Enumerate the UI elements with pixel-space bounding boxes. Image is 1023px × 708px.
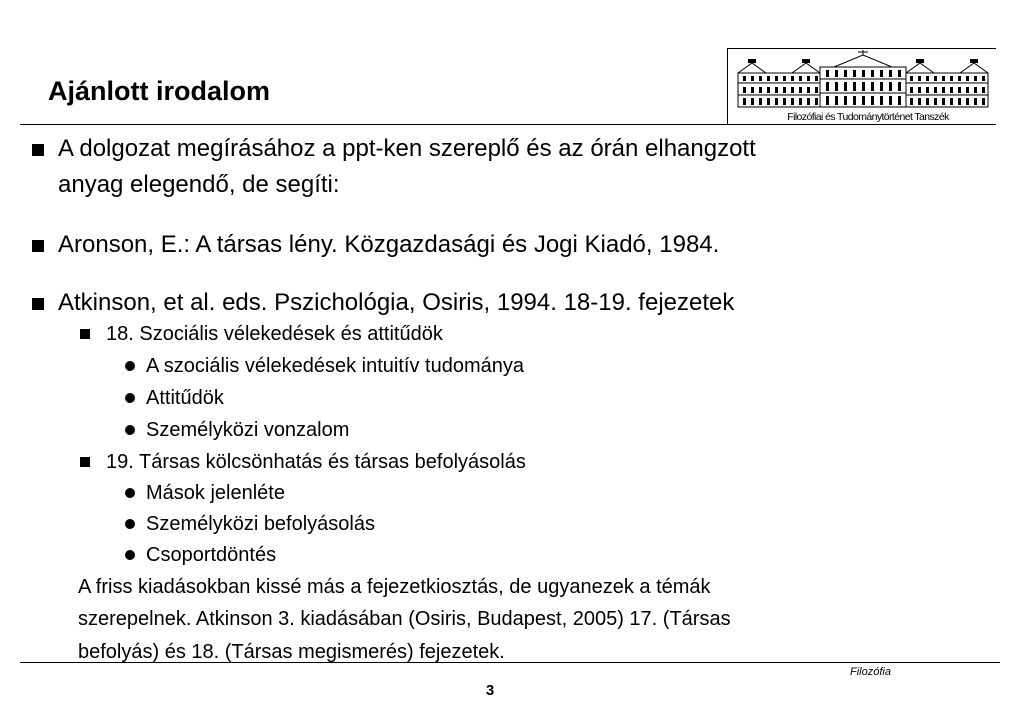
topic-text: Személyközi befolyásolás: [146, 513, 375, 535]
bullet-text: A dolgozat megírásához a ppt-ken szereplő és az órán elhangzott: [58, 135, 756, 162]
topic-item: [146, 510, 375, 538]
bullet-item-1-continuation: [58, 168, 340, 201]
department-logo: [727, 48, 996, 125]
square-bullet-icon: [80, 329, 90, 339]
round-bullet-icon: [125, 488, 135, 498]
chapter-text: 18. Szociális vélekedések és attitűdök: [106, 323, 443, 345]
topic-text: Személyközi vonzalom: [146, 419, 350, 441]
topic-text: Attitűdök: [146, 387, 224, 409]
topic-item: [146, 352, 524, 380]
topic-item: [146, 384, 224, 412]
chapter-item-19: [106, 448, 526, 476]
square-bullet-icon: [32, 144, 44, 156]
chapter-item-18: [106, 320, 443, 348]
note-line: szerepelnek. Atkinson 3. kiadásában (Osiris, Budapest, 2005) 17. (Társas: [78, 608, 731, 630]
header-divider: [20, 124, 996, 125]
bullet-text: Atkinson, et al. eds. Pszichológia, Osiris, 1994. 18-19. fejezetek: [58, 289, 735, 316]
topic-item: [146, 479, 285, 507]
slide-title: Ajánlott irodalom: [48, 76, 270, 106]
bullet-item-2: [58, 228, 719, 261]
topic-item: [146, 416, 349, 444]
university-building-icon: [734, 49, 992, 111]
square-bullet-icon: [80, 457, 90, 467]
footer-label: Filozófia: [850, 666, 891, 678]
bullet-item-1: [58, 132, 756, 165]
round-bullet-icon: [125, 393, 135, 403]
square-bullet-icon: [32, 298, 44, 310]
bullet-text: anyag elegendő, de segíti:: [58, 171, 340, 198]
topic-text: A szociális vélekedések intuitív tudománya: [146, 355, 524, 377]
round-bullet-icon: [125, 550, 135, 560]
department-name: Filozófiai és Tudománytörténet Tanszék: [787, 111, 949, 123]
topic-text: Csoportdöntés: [146, 544, 277, 566]
topic-item: [146, 541, 276, 569]
note-line: befolyás) és 18. (Társas megismerés) fejezetek.: [78, 641, 505, 663]
bullet-text: Aronson, E.: A társas lény. Közgazdasági és Jogi Kiadó, 1984.: [58, 231, 720, 258]
round-bullet-icon: [125, 361, 135, 371]
round-bullet-icon: [125, 519, 135, 529]
page-number: 3: [485, 682, 495, 699]
chapter-text: 19. Társas kölcsönhatás és társas befolyásolás: [106, 451, 526, 473]
topic-text: Mások jelenléte: [146, 482, 285, 504]
note-line: A friss kiadásokban kissé más a fejezetkiosztás, de ugyanezek a témák: [78, 576, 711, 598]
round-bullet-icon: [125, 425, 135, 435]
square-bullet-icon: [32, 240, 44, 252]
footer-divider: [20, 662, 1000, 663]
bullet-item-3: [58, 286, 734, 319]
